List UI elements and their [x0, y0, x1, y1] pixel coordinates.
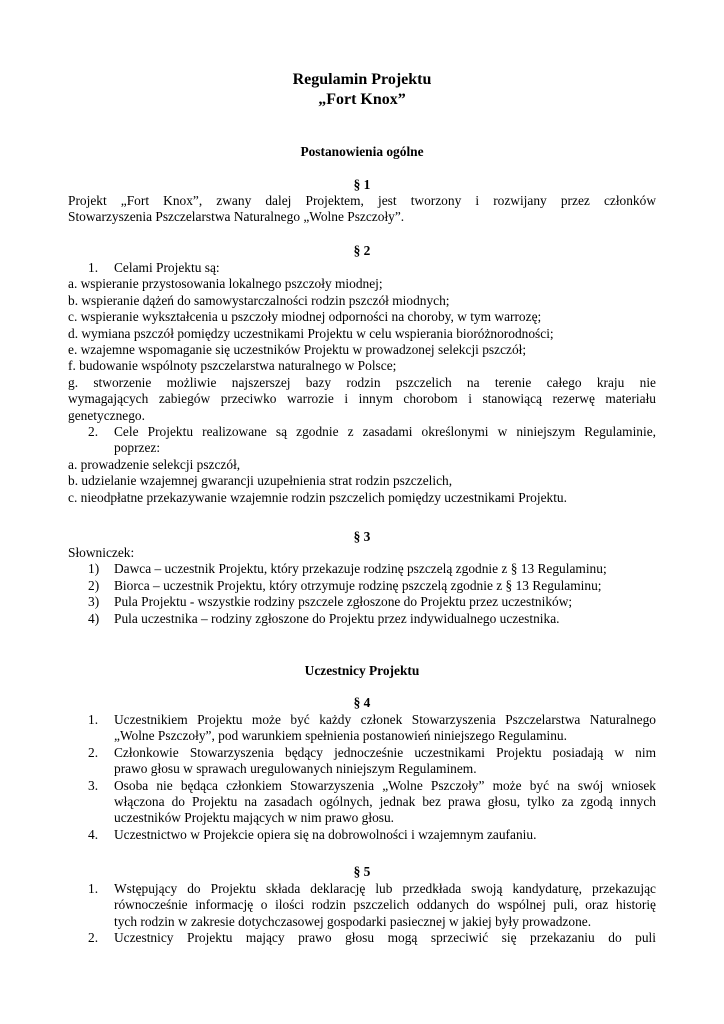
- item-line: „Wolne Pszczoły”, pod warunkiem spełnienia postanowień niniejszego Regulaminu.: [114, 728, 567, 744]
- means-c: c. nieodpłatne przekazywanie wzajemnie rodzin pszczelich pomiędzy uczestnikami Projektu.: [68, 489, 567, 505]
- list-item: [68, 827, 656, 843]
- item-number: 1.: [88, 260, 99, 275]
- definition-item: [68, 594, 656, 610]
- item-line: prawo głosu w sprawach uregulowanych niniejszym Regulaminem.: [114, 761, 477, 777]
- definition-text: Dawca – uczestnik Projektu, który przekazuje rodzinę pszczelą zgodnie z § 13 Regulaminu;: [114, 561, 607, 577]
- goal-b: b. wspieranie dążeń do samowystarczalności rodzin pszczół miodnych;: [68, 292, 450, 308]
- item-number: 2): [88, 577, 100, 593]
- item-line: Członkowie Stowarzyszenia będący jednocześnie uczestnikami Projektu posiadają w nim: [114, 744, 656, 760]
- item-number: 1.: [88, 881, 99, 896]
- definition-item: [68, 561, 656, 577]
- paragraph-1-line-2: Stowarzyszenia Pszczelarstwa Naturalnego „Wolne Pszczoły”.: [68, 209, 405, 225]
- item-line: tych rodzin w zakresie dotychczasowej gospodarki pasiecznej w jakiej były prowadzone.: [114, 913, 592, 929]
- glossary-intro: Słowniczek:: [68, 545, 135, 560]
- title-line-1: Regulamin Projektu: [292, 71, 432, 88]
- item-line: uczestników Projektu mających w nim prawo głosu.: [114, 810, 395, 826]
- paragraph-3-body: [68, 545, 656, 627]
- item-number: 1): [88, 561, 100, 577]
- goal-g-line-3: genetycznego.: [68, 407, 145, 423]
- means-a: a. prowadzenie selekcji pszczół,: [68, 456, 241, 472]
- item-number: 3): [88, 594, 100, 610]
- paragraph-mark-5: § 5: [353, 864, 371, 879]
- goal-a: a. wspieranie przystosowania lokalnego pszczoły miodnej;: [68, 276, 383, 292]
- list-item: [68, 930, 656, 946]
- item-2-line-1: Cele Projektu realizowane są zgodnie z zasadami określonymi w niniejszym Regulaminie,: [114, 424, 656, 440]
- item-line: włączona do Projektu na zasadach ogólnych, jednak bez prawa głosu, tylko za zgodą innych: [114, 794, 656, 810]
- paragraph-5-body: [68, 881, 656, 947]
- definition-text: Pula Projektu - wszystkie rodziny pszczele zgłoszone do Projektu przez uczestników;: [114, 594, 573, 610]
- item-number: 1.: [88, 712, 99, 727]
- item-line: Wstępujący do Projektu składa deklarację lub przedkłada swoją kandydaturę, przekazując: [114, 881, 656, 896]
- paragraph-mark-4: § 4: [353, 695, 371, 710]
- document-title: [68, 70, 656, 110]
- paragraph-mark-1: § 1: [353, 177, 371, 192]
- paragraph-4-body: [68, 712, 656, 843]
- list-item: [68, 778, 656, 827]
- goal-f: f. budowanie wspólnoty pszczelarstwa naturalnego w Polsce;: [68, 358, 397, 374]
- item-number: 2.: [88, 930, 99, 946]
- definition-item: [68, 611, 656, 627]
- goal-g-line-1: g. stworzenie możliwie najszerszej bazy rodzin pszczelich na terenie całego kraju nie: [68, 374, 656, 390]
- paragraph-2-item-1: [68, 260, 656, 276]
- section-heading-participants: Uczestnicy Projektu: [304, 663, 420, 678]
- item-number: 3.: [88, 777, 99, 793]
- item-line: Osoba nie będąca członkiem Stowarzyszenia „Wolne Pszczoły” może być na swój wniosek: [114, 777, 656, 793]
- goal-c: c. wspieranie wykształcenia u pszczoły miodnej odporności na choroby, w tym warrozę;: [68, 309, 542, 325]
- list-item: [68, 712, 656, 745]
- paragraph-mark-3: § 3: [353, 529, 371, 544]
- goal-e: e. wzajemne wspomaganie się uczestników Projektu w prowadzonej selekcji pszczół;: [68, 342, 527, 358]
- item-number: 2.: [88, 744, 99, 760]
- section-heading-general: Postanowienia ogólne: [300, 144, 424, 159]
- definition-item: [68, 578, 656, 594]
- paragraph-mark-2: § 2: [353, 243, 371, 258]
- goal-g-line-2: wymagających zabiegów przeciwko warrozie i innym chorobom i stanowiącą rezerwę materiału: [68, 391, 656, 407]
- goal-d: d. wymiana pszczół pomiędzy uczestnikami Projektu w celu wspierania bioróżnorodności;: [68, 325, 554, 341]
- list-item: [68, 745, 656, 778]
- means-b: b. udzielanie wzajemnej gwarancji uzupełnienia strat rodzin pszczelich,: [68, 473, 453, 489]
- list-item: [68, 881, 656, 930]
- item-line: Uczestnikiem Projektu może być każdy członek Stowarzyszenia Pszczelarstwa Naturalnego: [114, 712, 656, 727]
- item-number: 4): [88, 610, 100, 626]
- item-line: Uczestnictwo w Projekcie opiera się na dobrowolności i wzajemnym zaufaniu.: [114, 826, 537, 842]
- paragraph-1-text: [68, 193, 656, 226]
- title-line-2: „Fort Knox”: [318, 91, 406, 108]
- item-line: równocześnie informację o ilości rodzin pszczelich oddanych do wspólnej puli, oraz historię: [114, 897, 656, 913]
- definition-text: Pula uczestnika – rodziny zgłoszone do Projektu przez indywidualnego uczestnika.: [114, 610, 560, 626]
- item-2-line-2: poprzez:: [114, 440, 161, 456]
- paragraph-2-body: [68, 260, 656, 506]
- item-number: 4.: [88, 826, 99, 842]
- item-text: Celami Projektu są:: [114, 260, 220, 275]
- paragraph-1-line-1: Projekt „Fort Knox”, zwany dalej Projektem, jest tworzony i rozwijany przez członków: [68, 193, 656, 208]
- item-number: 2.: [88, 424, 99, 440]
- definition-text: Biorca – uczestnik Projektu, który otrzymuje rodzinę pszczelą zgodnie z § 13 Regulaminu;: [114, 577, 602, 593]
- item-line: Uczestnicy Projektu mający prawo głosu mogą sprzeciwić się przekazaniu do puli: [114, 930, 656, 946]
- paragraph-2-item-2: [68, 424, 656, 457]
